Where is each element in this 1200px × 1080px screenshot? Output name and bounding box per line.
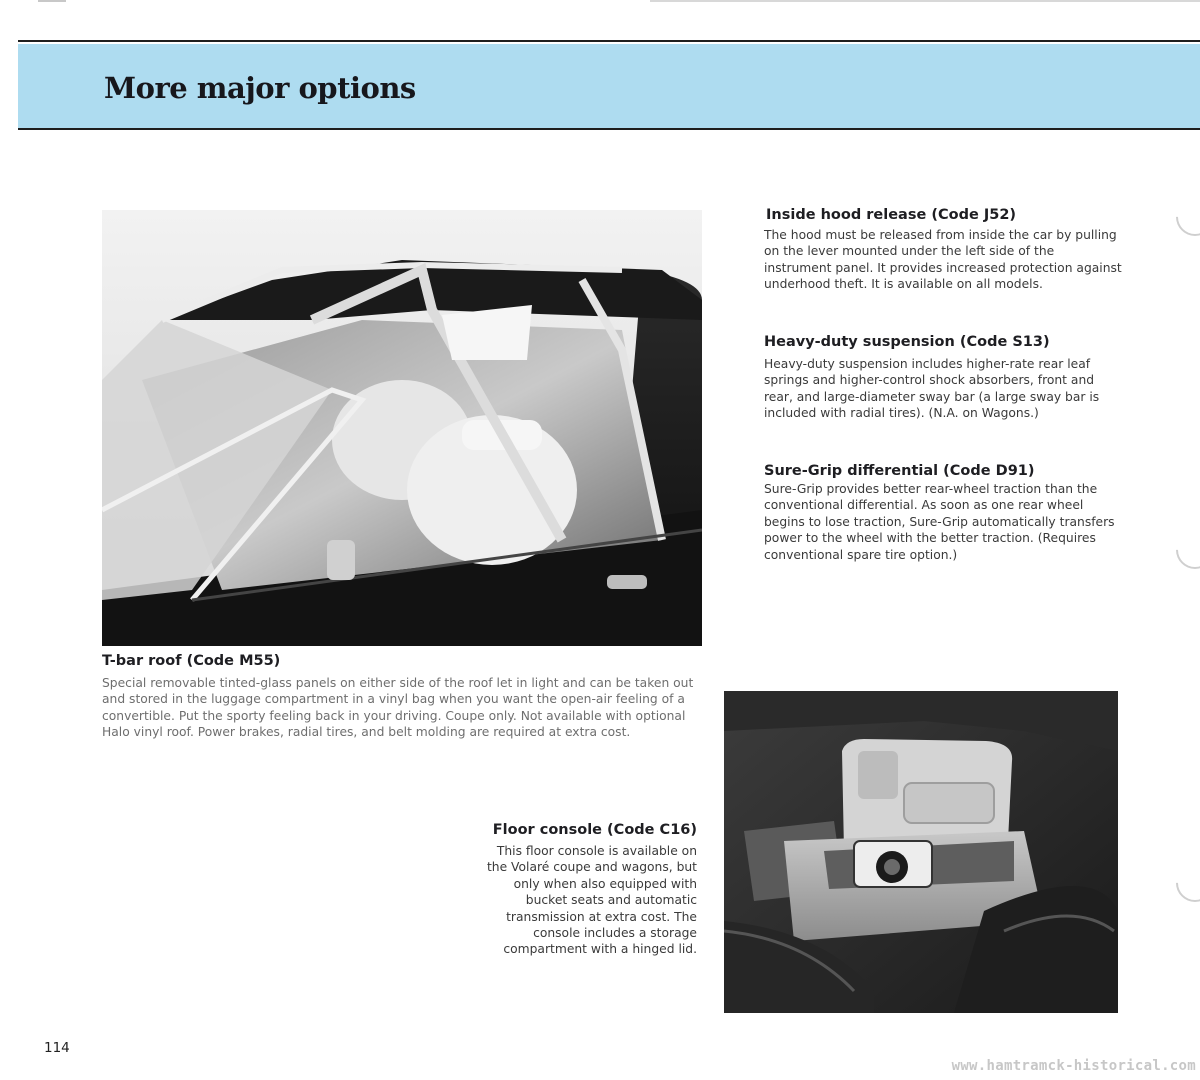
suspension-body: Heavy-duty suspension includes higher-rate rear leaf springs and higher-control shock absorbers, front and rear, and large-diameter sway bar (a large sway bar is included with radial tires). (N.A. on Wagons.) xyxy=(764,357,1100,421)
differential-body: Sure-Grip provides better rear-wheel traction than the conventional differential. As soon as one rear wheel begins to lose traction, Sure-Grip automatically transfers power to the wheel with the better traction. (Requires conventional spare tire option.) xyxy=(764,482,1115,562)
tbar-roof-body: Special removable tinted-glass panels on either side of the roof let in light and can be taken out and stored in the luggage compartment in a vinyl bag when you want the open-air feeling of a convertible. Put the sporty feeling back in your driving. Coupe only. Not available with optional Halo vinyl roof. Power brakes, radial tires, and belt molding are required at extra cost. xyxy=(102,676,694,740)
page-title: More major options xyxy=(104,71,416,105)
header-bottom-rule xyxy=(18,128,1200,130)
suspension-title: Heavy-duty suspension (Code S13) xyxy=(764,334,1050,350)
page-number: 114 xyxy=(44,1040,70,1056)
differential-title: Sure-Grip differential (Code D91) xyxy=(764,463,1035,479)
tbar-roof-title: T-bar roof (Code M55) xyxy=(102,653,281,669)
top-edge-mark xyxy=(38,0,66,2)
header-top-rule xyxy=(18,40,1200,42)
binder-hole-bottom xyxy=(1168,856,1200,910)
tbar-roof-photo xyxy=(102,210,702,646)
floor-console-title: Floor console (Code C16) xyxy=(492,822,697,838)
top-edge-rule xyxy=(650,0,1200,2)
hood-release-title: Inside hood release (Code J52) xyxy=(766,207,1017,223)
floor-console-body: This floor console is available on the Volaré coupe and wagons, but only when also equipped with bucket seats and automatic transmission at extra cost. The console includes a storage compartment with a hinged lid. xyxy=(486,844,697,957)
binder-hole-top xyxy=(1168,190,1200,244)
site-watermark: www.hamtramck-historical.com xyxy=(951,1058,1196,1074)
floor-console-photo xyxy=(724,691,1118,1013)
binder-hole-middle xyxy=(1168,523,1200,577)
hood-release-body: The hood must be released from inside the car by pulling on the lever mounted under the left side of the instrument panel. It provides increased protection against underhood theft. It is available on all models. xyxy=(764,228,1122,292)
